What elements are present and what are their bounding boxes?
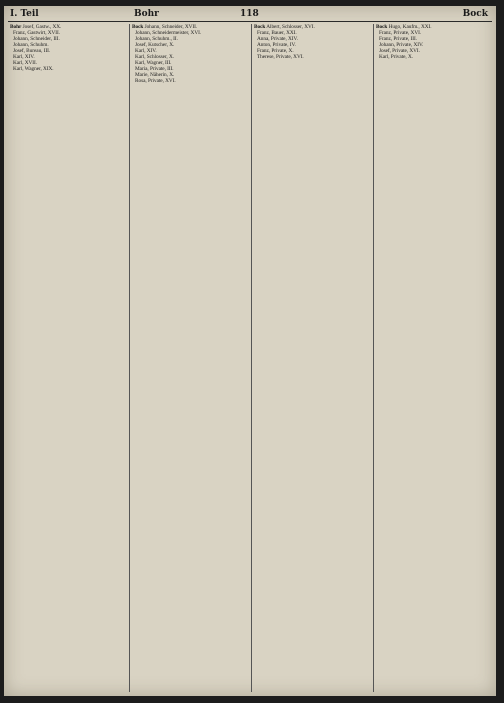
directory-column-4	[376, 24, 492, 692]
entry-text: Karl, Private, X.	[379, 54, 414, 61]
entry-text: Karl, Wagner, III.	[135, 60, 172, 67]
entry-text: Albert, Schlosser, XVI.	[266, 24, 315, 30]
directory-column-1	[10, 24, 126, 692]
entry-text: Johann, Schuhm.	[13, 42, 49, 49]
entry-text: Franz, Private, III.	[379, 36, 417, 43]
directory-column-2	[132, 24, 248, 692]
entry-text: Anna, Private, XIV.	[257, 36, 298, 43]
entry-text: Anton, Private, IV.	[257, 42, 296, 49]
entry-surname: Bohr	[10, 24, 22, 30]
directory-entry	[132, 78, 248, 84]
entry-surname: Bock	[376, 24, 388, 30]
part-label: I. Teil	[10, 9, 39, 19]
entry-text: Franz, Private, X.	[257, 48, 294, 55]
entry-text: Karl, XVII.	[13, 60, 38, 67]
entry-surname: Bock	[254, 24, 266, 30]
entry-text: Johann, Private, XIV.	[379, 42, 424, 49]
column-divider	[373, 24, 374, 692]
page-number: 118	[240, 9, 259, 19]
right-catchword: Bock	[462, 9, 488, 19]
entry-text: Johann, Schneider, XVII.	[144, 24, 198, 30]
entry-text: Marie, Näherin, X.	[135, 72, 175, 79]
entry-text: Therese, Private, XVI.	[257, 54, 304, 61]
entry-surname: Bock	[132, 24, 144, 30]
page-header	[4, 6, 496, 22]
entry-text: Karl, XIV.	[13, 54, 35, 61]
entry-text: Maria, Private, III.	[135, 66, 174, 73]
column-divider	[251, 24, 252, 692]
directory-entry	[376, 54, 492, 60]
entry-text: Karl, XIV.	[135, 48, 157, 55]
entry-text: Franz, Gastwirt, XVII.	[13, 30, 61, 37]
entry-text: Hugo, Kaufm., XXI.	[388, 24, 432, 30]
entry-text: Franz, Private, XVI.	[379, 30, 422, 37]
entry-text: Johann, Schuhm., II.	[135, 36, 178, 43]
entry-text: Rosa, Private, XVI.	[135, 78, 176, 85]
directory-page	[4, 6, 496, 696]
directory-entry	[254, 54, 370, 60]
entry-text: Josef, Private, XVI.	[379, 48, 420, 55]
entry-text: Josef, Gastw., XX.	[22, 24, 62, 30]
directory-columns	[10, 24, 492, 692]
entry-text: Franz, Bauer, XXI.	[257, 30, 297, 37]
entry-text: Johann, Schneidermeister, XVI.	[135, 30, 202, 37]
directory-column-3	[254, 24, 370, 692]
entry-text: Karl, Schlosser, X.	[135, 54, 174, 61]
entry-text: Josef, Bureau, III.	[13, 48, 51, 55]
header-rule	[8, 21, 492, 22]
directory-entry	[10, 66, 126, 72]
entry-text: Karl, Wagner, XIX.	[13, 66, 54, 73]
column-divider	[129, 24, 130, 692]
entry-text: Johann, Schneider, III.	[13, 36, 60, 43]
left-catchword: Bohr	[134, 9, 159, 19]
entry-text: Josef, Kutscher, X.	[135, 42, 175, 49]
